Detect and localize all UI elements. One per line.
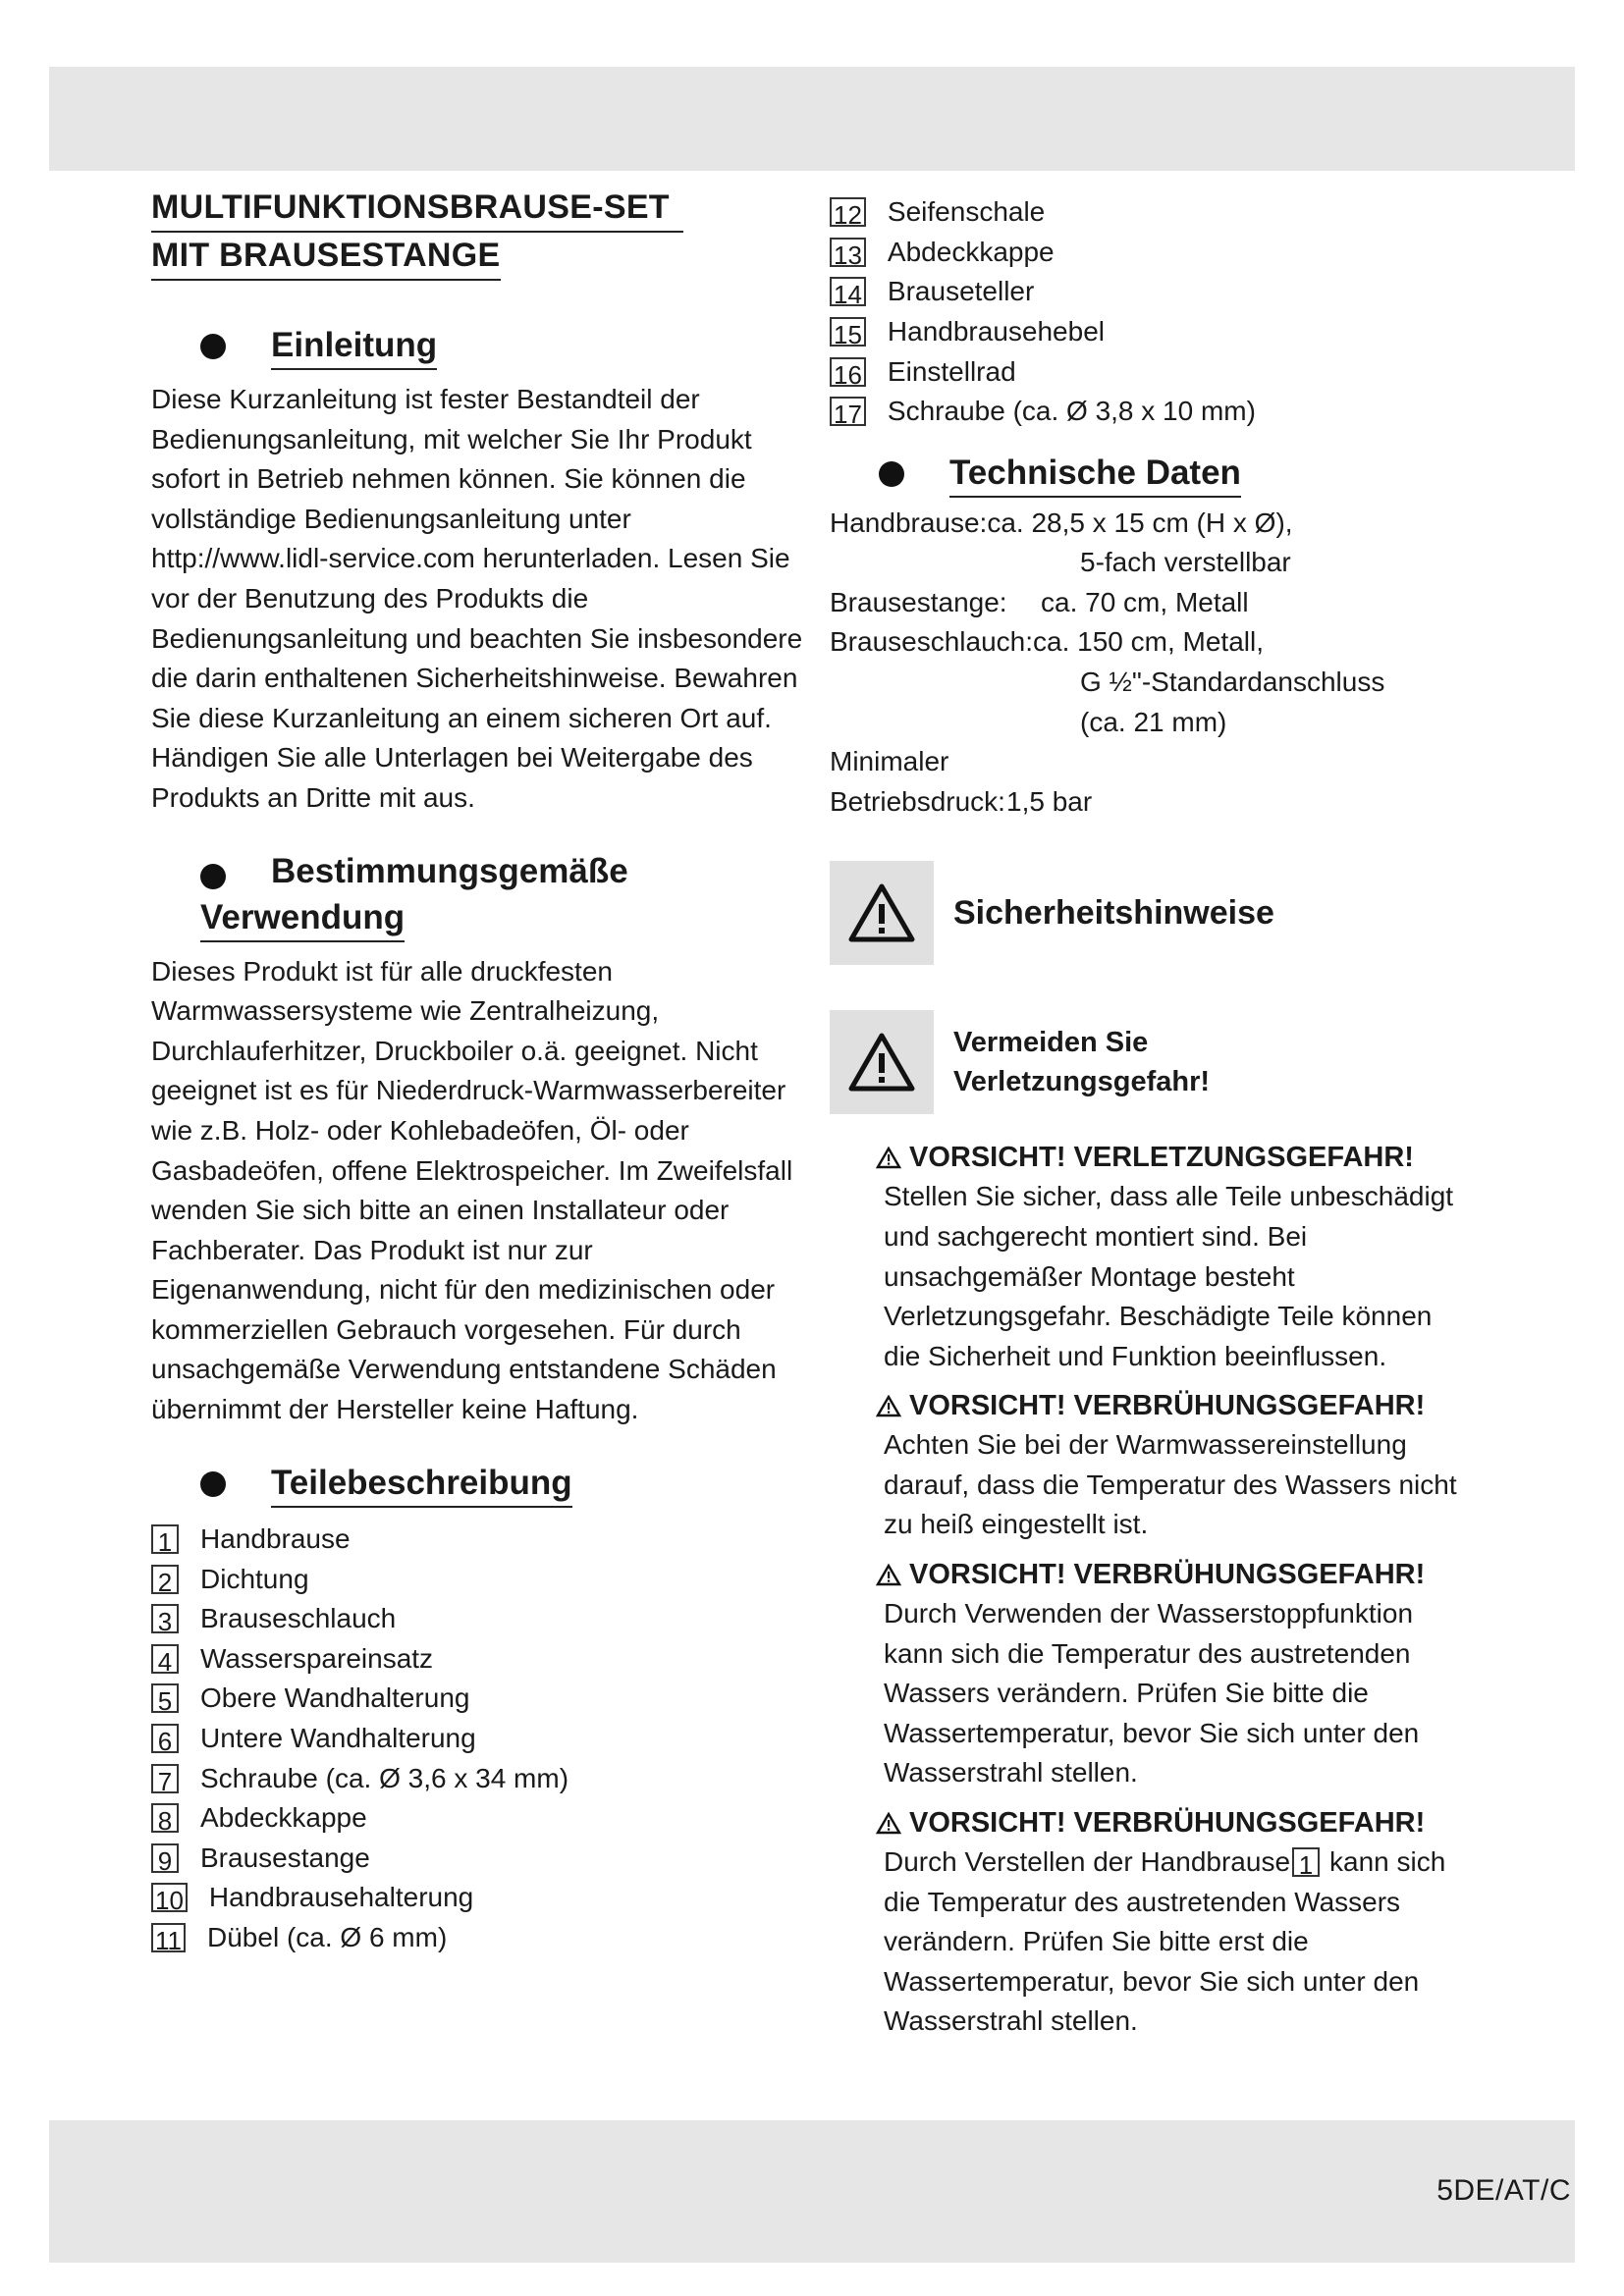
list-item: 11 Dübel (ca. Ø 6 mm) [151, 1918, 804, 1958]
bullet-icon [879, 461, 904, 487]
list-item: 14 Brauseteller [830, 272, 1483, 312]
intro-text: Diese Kurzanleitung ist fester Bestandteil der Bedienungsanleitung, mit welcher Sie Ihr Produkt sofort in Betrieb nehmen können. Sie können die vollständige Bedienungsanleitung unter http://www.lidl-service.com herunterladen. Lesen Sie vor der Benutzung des Produkts die Bedienungsanleitung und beachten Sie insbesondere die darin enthaltenen Sicherheitshinweise. Bewahren Sie diese Kurzanleitung an einem sicheren Ort auf. Händigen Sie alle Unterlagen bei Weitergabe des Produkts an Dritte mit aus. [151, 384, 803, 813]
list-item: 1 Handbrause [151, 1520, 804, 1560]
warning-small-icon [876, 1395, 901, 1417]
warning-small-icon [876, 1147, 901, 1169]
part-ref: 1 [1292, 1847, 1320, 1877]
tech-heading: Technische Daten [879, 450, 1483, 498]
usage-heading: Bestimmungsgemäße Verwendung [200, 848, 804, 942]
footer-band [49, 2120, 1575, 2263]
list-item: 8 Abdeckkappe [151, 1798, 804, 1839]
list-item: 6 Untere Wandhalterung [151, 1719, 804, 1759]
list-item: 2 Dichtung [151, 1559, 804, 1599]
caution-block-2: VORSICHT! VERBRÜHUNGSGEFAHR! Achten Sie bei der Warmwassereinstellung darauf, dass die Temperatur des Wassers nicht zu heiß eingestellt ist. [876, 1386, 1483, 1545]
avoid-injury-text: Vermeiden Sie Verletzungsgefahr! [953, 1027, 1211, 1098]
warning-small-icon [876, 1812, 901, 1835]
page-number: 5DE/AT/C [1436, 2174, 1571, 2207]
bullet-icon [200, 334, 226, 359]
list-item: 15 Handbrausehebel [830, 312, 1483, 352]
parts-list-left [151, 1520, 804, 1958]
left-column [151, 185, 804, 1957]
parts-heading: Teilebeschreibung [200, 1460, 804, 1508]
caution-block-1: VORSICHT! VERLETZUNGSGEFAHR! Stellen Sie sicher, dass alle Teile unbeschädigt und sachgerecht montiert sind. Bei unsachgemäßer Montage besteht Verletzungsgefahr. Beschädigte Teile können die Sicherheit und Funktion beeinflussen. [876, 1138, 1483, 1376]
list-item: 16 Einstellrad [830, 351, 1483, 392]
list-item: 12 Seifenschale [830, 192, 1483, 233]
safety-heading-box [830, 861, 1483, 965]
list-item: 7 Schraube (ca. Ø 3,6 x 34 mm) [151, 1758, 804, 1798]
caution-block-4: VORSICHT! VERBRÜHUNGSGEFAHR! Durch Verstellen der Handbrause 1 kann sich die Temperatur des austretenden Wassers verändern. Prüfen Sie bitte erst die Wassertemperatur, bevor Sie sich unter den Wasserstrahl stellen. [876, 1803, 1483, 2042]
list-item: 10 Handbrausehalterung [151, 1878, 804, 1918]
title-line-2: MIT BRAUSESTANGE [151, 233, 501, 281]
safety-heading: Sicherheitshinweise [953, 893, 1274, 932]
right-column [830, 192, 1483, 2042]
bullet-icon [200, 864, 226, 889]
list-item: 5 Obere Wandhalterung [151, 1679, 804, 1719]
bullet-icon [200, 1471, 226, 1497]
intro-heading: Einleitung [200, 322, 804, 370]
warning-small-icon [876, 1564, 901, 1586]
header-band [49, 67, 1575, 171]
list-item: 9 Brausestange [151, 1838, 804, 1878]
list-item: 17 Schraube (ca. Ø 3,8 x 10 mm) [830, 392, 1483, 432]
parts-list-right [830, 192, 1483, 432]
title-line-1: MULTIFUNKTIONSBRAUSE-SET [151, 185, 683, 233]
list-item: 4 Wasserspareinsatz [151, 1638, 804, 1679]
avoid-injury-box [830, 1010, 1483, 1114]
tech-data: Handbrause: ca. 28,5 x 15 cm (H x Ø), 5-fach verstellbar Brausestange: ca. 70 cm, Metall Brauseschlauch: ca. 150 cm, Metall, G ½"-Standardanschluss (ca. 21 mm) Minimaler Betriebsdruck: 1,5 bar [830, 507, 1385, 817]
warning-triangle-icon [830, 1010, 934, 1114]
usage-text: Dieses Produkt ist für alle druckfesten Warmwassersysteme wie Zentralheizung, Durchlauferhitzer, Druckboiler o.ä. geeignet. Nicht geeignet ist es für Niederdruck-Warmwasserbereiter wie z.B. Holz- oder Kohlebadeöfen, Öl- oder Gasbadeöfen, offene Elektrospeicher. Im Zweifelsfall wenden Sie sich bitte an einen Installateur oder Fachberater. Das Produkt ist nur zur Eigenanwendung, nicht für den medizinischen oder kommerziellen Gebrauch vorgesehen. Für durch unsachgemäße Verwendung entstandene Schäden übernimmt der Hersteller keine Haftung. [151, 955, 793, 1425]
list-item: 13 Abdeckkappe [830, 233, 1483, 273]
warning-triangle-icon [830, 861, 934, 965]
list-item: 3 Brauseschlauch [151, 1599, 804, 1639]
document-title [151, 185, 804, 281]
caution-block-3: VORSICHT! VERBRÜHUNGSGEFAHR! Durch Verwenden der Wasserstoppfunktion kann sich die Temperatur des austretenden Wassers verändern. Prüfen Sie bitte die Wassertemperatur, bevor Sie sich unter den Wasserstrahl stellen. [876, 1555, 1483, 1793]
